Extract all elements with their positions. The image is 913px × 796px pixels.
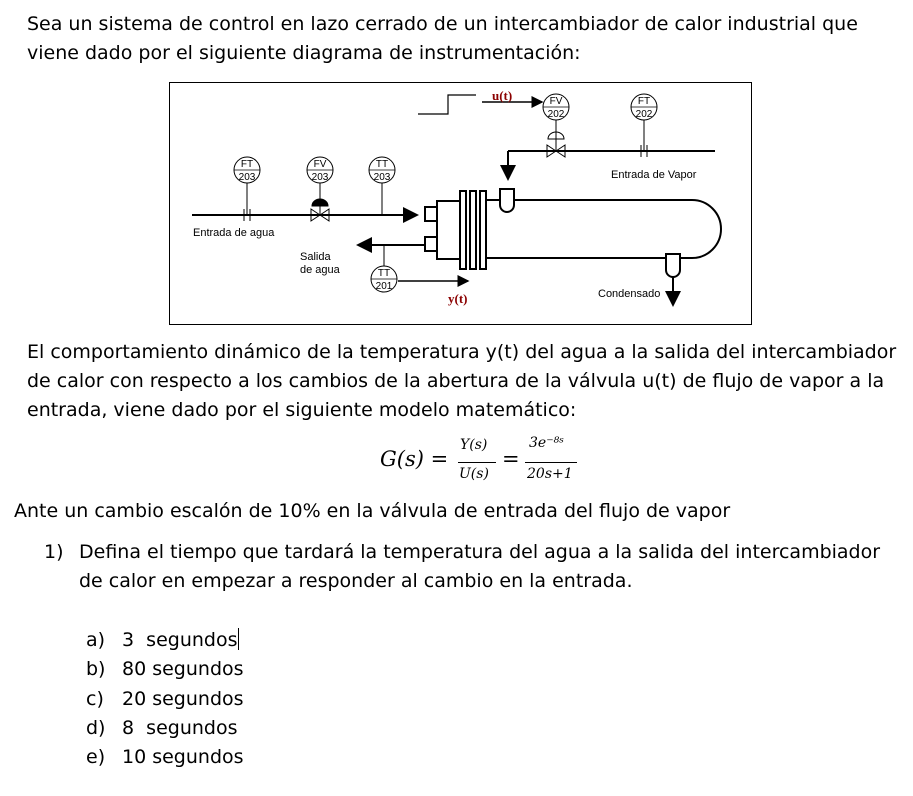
question-text: Defina el tiempo que tardará la temperatura del agua a la salida del intercambiador de calor en empezar a responder al cambio en la entrada. xyxy=(79,541,881,592)
option-c-letter: c) xyxy=(86,688,104,710)
step-paragraph: Ante un cambio escalón de 10% en la válvula de entrada del flujo de vapor xyxy=(14,500,731,522)
fraction1-denominator: U(s) xyxy=(459,466,489,482)
option-a[interactable] xyxy=(86,626,239,655)
option-a-text: 3 segundos xyxy=(122,629,238,651)
option-c[interactable] xyxy=(86,685,244,714)
ft202-tag-bottom: 202 xyxy=(635,109,653,120)
option-a-letter: a) xyxy=(86,629,106,651)
water-inlet-label: Entrada de agua xyxy=(193,227,275,239)
fraction1-numerator: Y(s) xyxy=(460,437,488,453)
fraction2-numerator: 3e⁻⁸ˢ xyxy=(529,435,564,451)
tt203-tag-bottom: 203 xyxy=(373,172,391,183)
fv203-tag-bottom: 203 xyxy=(311,172,329,183)
option-e-letter: e) xyxy=(86,746,106,768)
option-d-text: 8 segundos xyxy=(122,717,238,739)
option-b-letter: b) xyxy=(86,658,106,680)
ft203-tag-top: FT xyxy=(240,159,254,170)
fv203-tag-top: FV xyxy=(313,159,327,170)
step-signal-icon xyxy=(418,95,476,114)
option-d-letter: d) xyxy=(86,717,106,739)
option-b-text: 80 segundos xyxy=(122,658,244,680)
fv203-actuator-icon xyxy=(312,199,328,206)
tt203-tag-top: TT xyxy=(375,159,389,170)
instrumentation-diagram xyxy=(169,82,752,325)
question-number: 1) xyxy=(44,541,64,563)
condensate-label: Condensado xyxy=(598,288,661,300)
transfer-function-equation xyxy=(380,433,620,489)
behavior-paragraph: El comportamiento dinámico de la temperatura y(t) del agua a la salida del intercambiador de calor con respecto a los cambios de la abertura de la válvula u(t) de flujo de vapor a la entrada, viene dado por el siguiente modelo matemático: xyxy=(27,341,897,421)
equation-lhs: G(s) = xyxy=(380,447,449,471)
tt201-tag-bottom: 201 xyxy=(375,281,393,292)
signal-u-label: u(t) xyxy=(492,88,513,103)
fraction2-denominator: 20s+1 xyxy=(527,466,573,482)
equation-equals: = xyxy=(502,447,520,471)
text-cursor xyxy=(238,628,239,650)
water-outlet-label-2: de agua xyxy=(300,264,340,276)
option-c-text: 20 segundos xyxy=(122,688,244,710)
option-b[interactable] xyxy=(86,655,244,684)
signal-y-label: y(t) xyxy=(448,291,468,306)
option-d[interactable] xyxy=(86,714,237,743)
fv202-tag-top: FV xyxy=(549,96,563,107)
tt201-tag-top: TT xyxy=(377,268,391,279)
fv202-tag-bottom: 202 xyxy=(547,109,565,120)
intro-paragraph: Sea un sistema de control en lazo cerrado de un intercambiador de calor industrial que viene dado por el siguiente diagrama de instrumentación: xyxy=(27,13,858,64)
water-outlet-label-1: Salida xyxy=(300,251,331,263)
steam-inlet-label: Entrada de Vapor xyxy=(611,169,697,181)
ft203-tag-bottom: 203 xyxy=(238,172,256,183)
exchanger-head xyxy=(437,201,460,259)
exchanger-shell xyxy=(486,200,721,258)
option-e[interactable] xyxy=(86,743,244,772)
ft202-tag-top: FT xyxy=(637,96,651,107)
option-e-text: 10 segundos xyxy=(122,746,244,768)
